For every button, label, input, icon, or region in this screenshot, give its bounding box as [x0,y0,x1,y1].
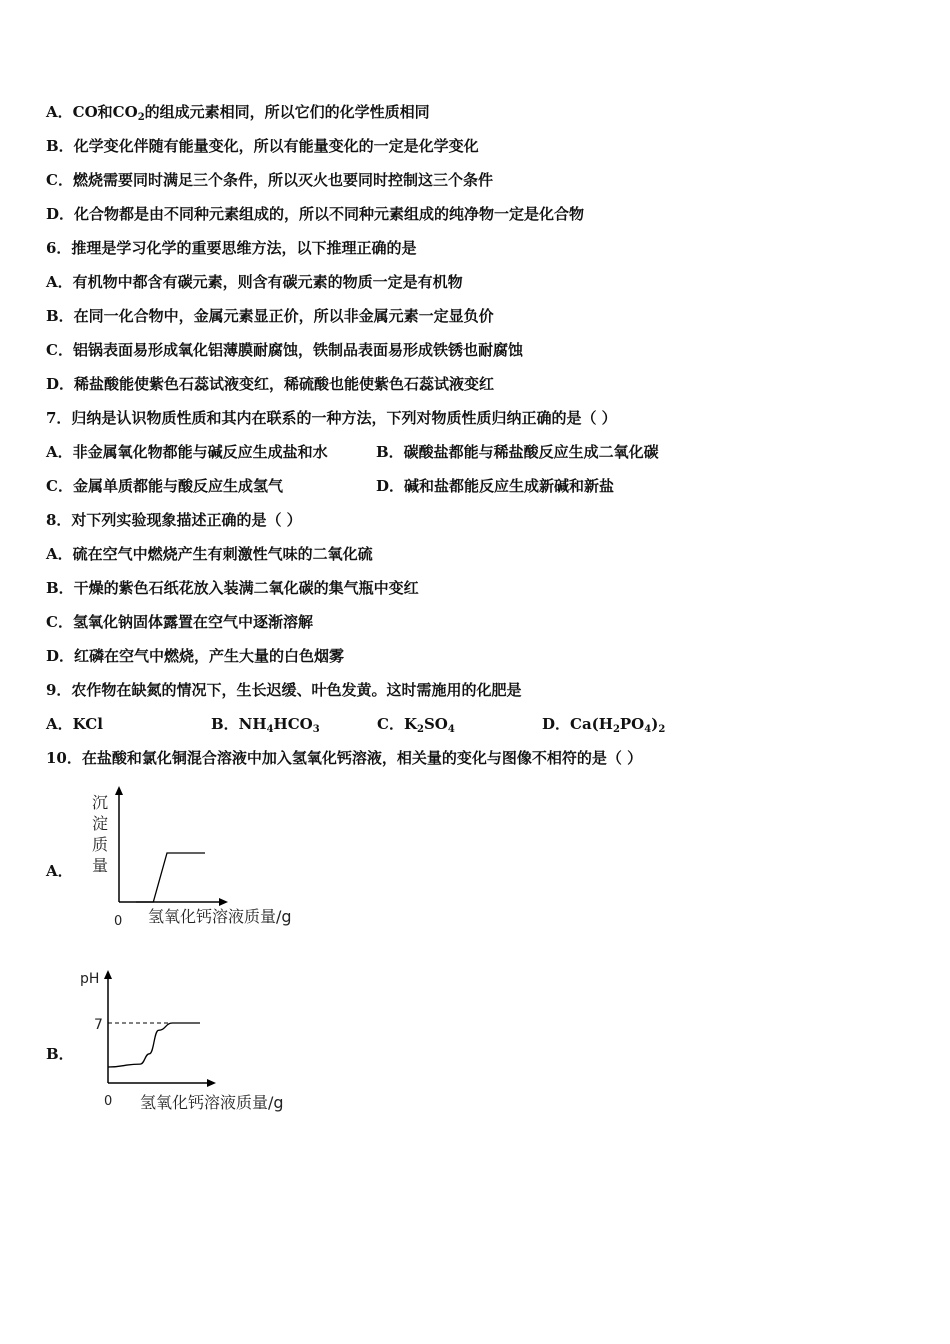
q9-b-sub2: 3 [312,724,320,735]
q9-b-sub1: 4 [266,724,274,735]
q6-option-b: B．在同一化合物中，金属元素显正价，所以非金属元素一定显负价 [46,307,494,325]
q9-option-a: A．KCl [46,715,103,733]
q9-d-sub1: 2 [612,724,620,735]
q9-d-prefix: D．Ca(H [542,715,613,733]
q9-c-mid: SO [423,715,448,733]
q5-option-a-prefix: A． [46,103,73,121]
q9-option-d [542,714,665,734]
q7-option-a: A．非金属氧化物都能与碱反应生成盐和水 [46,443,328,461]
chart-a-ylabel-1: 沉 [92,793,109,812]
q6-option-a: A．有机物中都含有碳元素，则含有碳元素的物质一定是有机物 [46,273,463,291]
q7-option-c: C．金属单质都能与酸反应生成氢气 [46,477,283,495]
q5-and: 和 [97,103,113,121]
q9-c-prefix: C．K [377,715,417,733]
chart-a-precipitate [78,782,338,932]
q9-option-c [377,714,455,734]
q5-option-a [46,102,430,122]
q5-option-d: D．化合物都是由不同种元素组成的，所以不同种元素组成的纯净物一定是化合物 [46,205,585,223]
chart-b-ref-label: 7 [94,1017,103,1033]
q5-co2: CO [112,103,138,121]
chart-b-ylabel: pH [80,971,100,987]
q5-co: CO [72,103,98,121]
chart-a-x-arrow [219,898,228,906]
q7-option-d: D．碱和盐都能反应生成新碱和新盐 [376,477,615,495]
chart-a-xlabel: 氢氧化钙溶液质量/g [148,907,292,926]
q8-option-b: B．干燥的紫色石纸花放入装满二氧化碳的集气瓶中变红 [46,579,419,597]
q8-option-a: A．硫在空气中燃烧产生有刺激性气味的二氧化硫 [46,545,373,563]
q7-option-b: B．碳酸盐都能与稀盐酸反应生成二氧化碳 [376,443,659,461]
q9-d-sub2: 4 [644,724,652,735]
chart-b-x-arrow [207,1079,216,1087]
q9-d-sub3: 2 [658,724,666,735]
q7-stem: 7．归纳是认识物质性质和其内在联系的一种方法，下列对物质性质归纳正确的是（ ） [46,409,617,427]
chart-a-y-arrow [115,786,123,795]
chart-a-ylabel-3: 质 [92,835,109,854]
q6-option-c: C．铝锅表面易形成氧化铝薄膜耐腐蚀，铁制品表面易形成铁锈也耐腐蚀 [46,341,523,359]
chart-b-series-line [108,1023,200,1067]
q9-c-sub2: 4 [447,724,455,735]
q8-option-d: D．红磷在空气中燃烧，产生大量的白色烟雾 [46,647,345,665]
q5-option-b: B．化学变化伴随有能量变化，所以有能量变化的一定是化学变化 [46,137,479,155]
q8-option-c: C．氢氧化钠固体露置在空气中逐渐溶解 [46,613,313,631]
q5-option-c: C．燃烧需要同时满足三个条件，所以灭火也要同时控制这三个条件 [46,171,493,189]
q10-option-b-label: B． [46,1045,74,1063]
chart-a-ylabel-2: 淀 [92,814,109,833]
q9-option-b [211,714,320,734]
q5-co2-sub: 2 [137,112,145,123]
q9-d-mid: PO [619,715,645,733]
q8-stem: 8．对下列实验现象描述正确的是（ ） [46,511,302,529]
q9-d-close: ) [651,715,659,733]
q10-option-a-label: A． [46,862,73,880]
q6-option-d: D．稀盐酸能使紫色石蕊试液变红，稀硫酸也能使紫色石蕊试液变红 [46,375,495,393]
chart-b-xlabel: 氢氧化钙溶液质量/g [140,1093,284,1112]
q9-b-mid: HCO [273,715,313,733]
q9-b-prefix: B．NH [211,715,267,733]
q9-c-sub1: 2 [416,724,424,735]
q6-stem: 6．推理是学习化学的重要思维方法，以下推理正确的是 [46,239,417,257]
chart-a-ylabel-4: 量 [92,856,109,875]
chart-a-series-line [136,853,205,902]
chart-b-ph [78,964,338,1114]
q5-option-a-rest: 的组成元素相同，所以它们的化学性质相同 [144,103,430,121]
chart-b-y-arrow [104,970,112,979]
chart-a-origin: 0 [114,914,123,929]
chart-b-origin: 0 [104,1094,113,1109]
q9-stem: 9．农作物在缺氮的情况下，生长迟缓、叶色发黄。这时需施用的化肥是 [46,681,522,699]
q10-stem: 10．在盐酸和氯化铜混合溶液中加入氢氧化钙溶液，相关量的变化与图像不相符的是（ ） [46,749,643,767]
